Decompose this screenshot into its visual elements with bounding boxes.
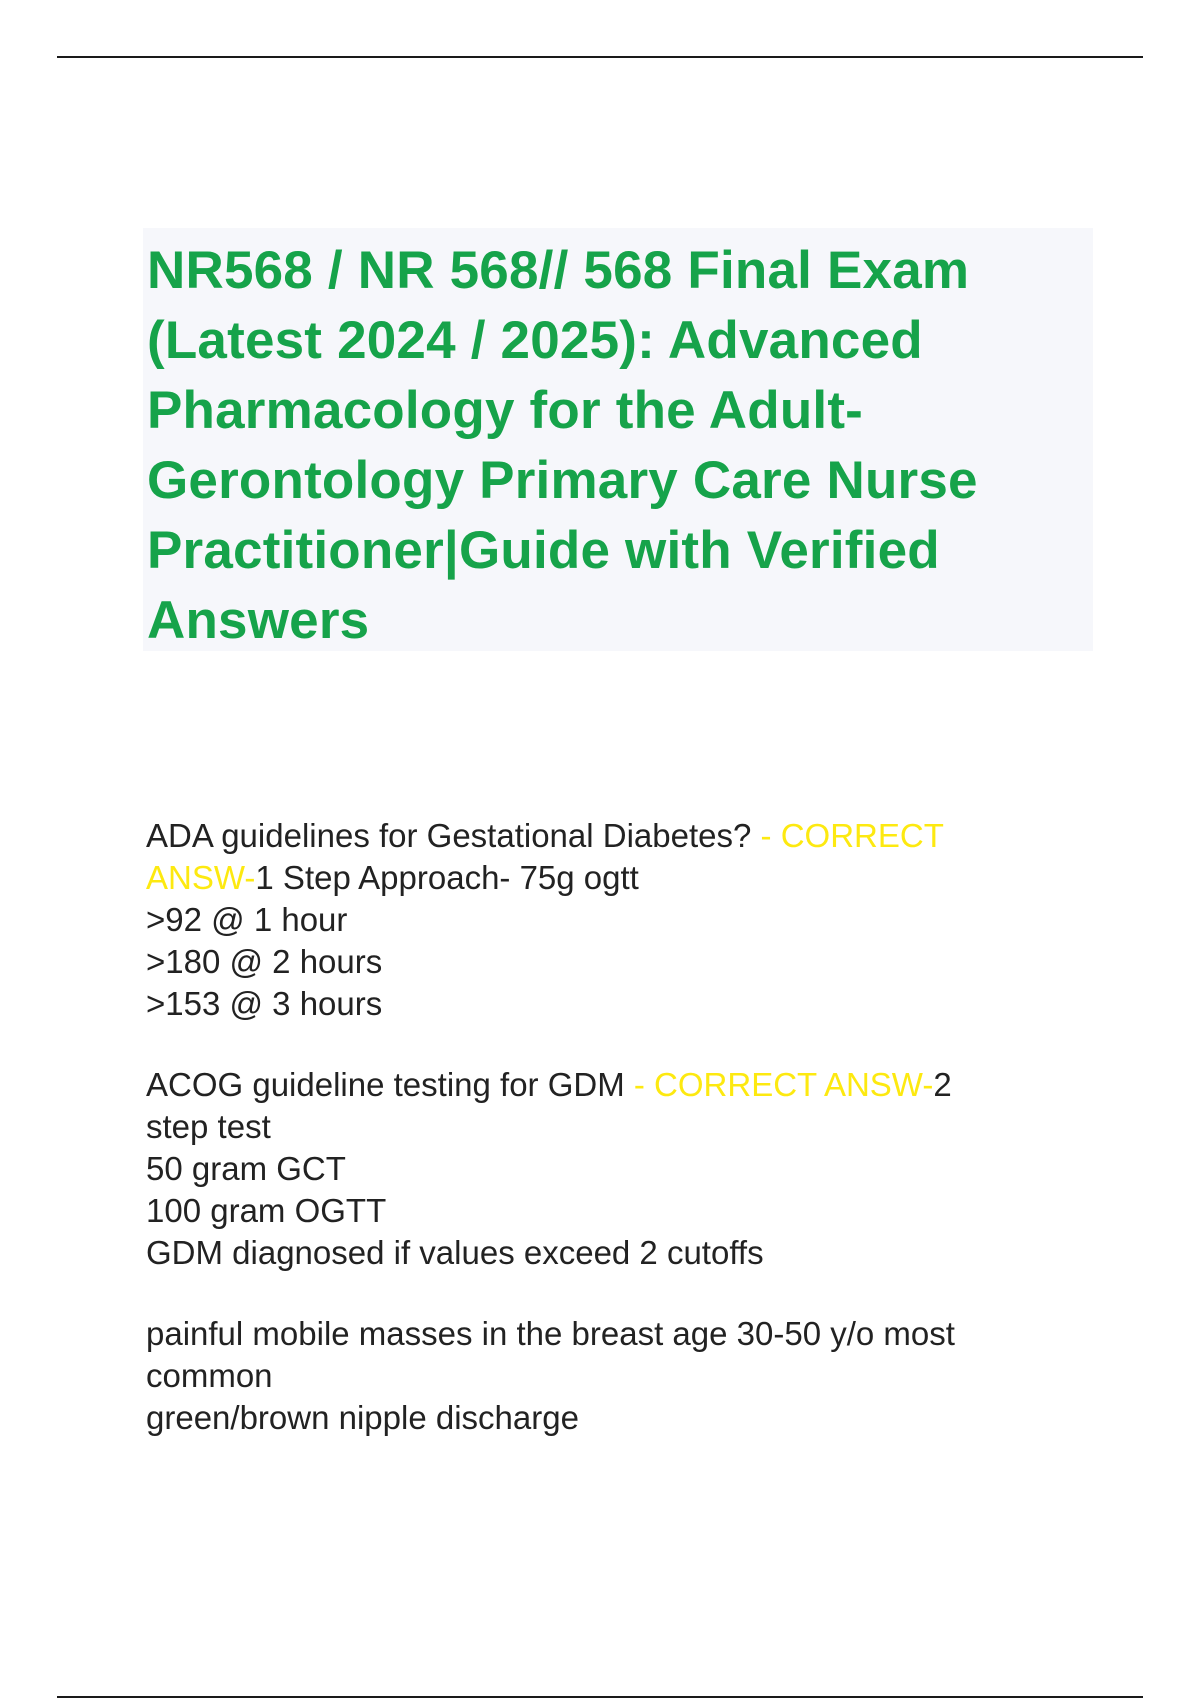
correct-answer-marker: - CORRECT ANSW- bbox=[633, 1066, 934, 1103]
title-line: Gerontology Primary Care Nurse bbox=[147, 451, 978, 510]
question-text: ADA guidelines for Gestational Diabetes? bbox=[146, 817, 761, 854]
answer-line: >92 @ 1 hour bbox=[146, 901, 348, 938]
answer-text: 1 Step Approach- 75g ogtt bbox=[255, 859, 639, 896]
answer-line: GDM diagnosed if values exceed 2 cutoffs bbox=[146, 1234, 764, 1271]
title-line: Pharmacology for the Adult- bbox=[147, 381, 864, 440]
footer-rule bbox=[57, 1696, 1143, 1698]
answer-line: 50 gram GCT bbox=[146, 1150, 346, 1187]
title-block bbox=[143, 228, 1093, 651]
qa-line bbox=[146, 1064, 1066, 1106]
question-line: common bbox=[146, 1357, 273, 1394]
header-rule bbox=[57, 56, 1143, 58]
answer-line: step test bbox=[146, 1108, 271, 1145]
answer-text: 2 bbox=[933, 1066, 952, 1103]
title-line: Answers bbox=[147, 591, 370, 650]
qa-item bbox=[146, 1313, 1066, 1439]
title-line: NR568 / NR 568// 568 Final Exam bbox=[147, 241, 970, 300]
qa-line bbox=[146, 857, 1066, 899]
qa-content bbox=[146, 815, 1066, 1478]
title-line: Practitioner|Guide with Verified bbox=[147, 521, 940, 580]
title-line: (Latest 2024 / 2025): Advanced bbox=[147, 311, 923, 370]
answer-line: 100 gram OGTT bbox=[146, 1192, 387, 1229]
correct-answer-marker: ANSW- bbox=[146, 859, 256, 896]
qa-line bbox=[146, 815, 1066, 857]
question-line: painful mobile masses in the breast age 30-50 y/o most bbox=[146, 1315, 955, 1352]
answer-line: >153 @ 3 hours bbox=[146, 985, 383, 1022]
question-line: green/brown nipple discharge bbox=[146, 1399, 579, 1436]
correct-answer-marker: - CORRECT bbox=[760, 817, 944, 854]
question-text: ACOG guideline testing for GDM bbox=[146, 1066, 634, 1103]
qa-item bbox=[146, 815, 1066, 1025]
document-title bbox=[147, 236, 1089, 656]
qa-item bbox=[146, 1064, 1066, 1274]
answer-line: >180 @ 2 hours bbox=[146, 943, 383, 980]
